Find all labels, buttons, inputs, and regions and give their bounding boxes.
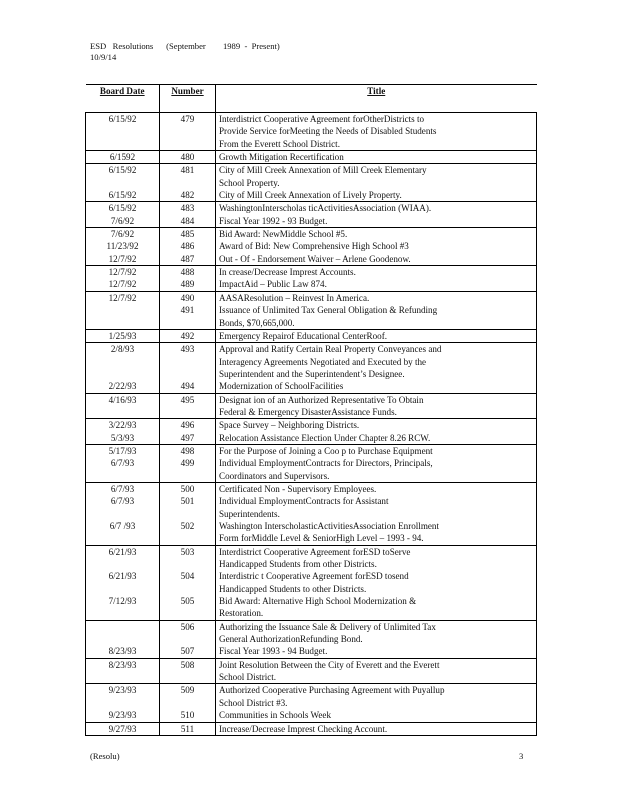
table-row — [86, 304, 537, 329]
number-cell — [160, 189, 216, 202]
board-date-cell — [86, 304, 160, 329]
board-date-cell — [86, 658, 160, 684]
number-cell-line: 483 — [180, 203, 195, 214]
number-cell-line: 487 — [180, 253, 195, 264]
title-cell-line: Award of Bid: New Comprehensive High School #3 — [219, 241, 409, 252]
board-date-cell — [86, 240, 160, 252]
number-cell-line: 511 — [180, 723, 195, 734]
number-cell-line — [160, 558, 215, 570]
number-cell — [160, 722, 216, 735]
title-cell-line: Bid Award: NewMiddle School #5. — [219, 229, 348, 240]
title-cell — [216, 189, 537, 202]
table-row — [86, 113, 537, 151]
number-cell — [160, 240, 216, 252]
column-header-number: Number — [160, 85, 216, 113]
board-date-cell-line: 6/15/92 — [108, 203, 137, 214]
board-date-cell — [86, 343, 160, 393]
title-cell — [216, 266, 537, 279]
title-cell-line: School District. — [219, 672, 277, 683]
board-date-cell-line: 12/7/92 — [108, 292, 137, 303]
table-row — [86, 444, 537, 482]
title-cell — [216, 432, 537, 445]
number-cell-line: 510 — [180, 710, 195, 721]
board-date-cell-line: 3/22/93 — [108, 420, 137, 431]
document-header — [90, 41, 280, 63]
title-cell — [216, 291, 537, 304]
number-cell-line: 498 — [180, 445, 195, 456]
number-cell — [160, 291, 216, 304]
board-date-cell — [86, 329, 160, 342]
board-date-cell — [86, 202, 160, 215]
title-cell-line: Joint Resolution Between the City of Everett and the Everett — [219, 659, 440, 670]
title-cell-line: Fiscal Year 1993 - 94 Budget. — [219, 646, 328, 657]
number-cell-line: 499 — [180, 458, 195, 469]
number-cell-line — [160, 356, 215, 368]
title-cell — [216, 419, 537, 432]
number-cell-line: 486 — [180, 241, 195, 252]
title-cell-line: Superintendent and the Superintendent’s Designee. — [219, 368, 405, 379]
title-cell-line: City of Mill Creek Annexation of Mill Creek Elementary — [219, 165, 427, 176]
table-row — [86, 432, 537, 445]
board-date-cell-line — [86, 304, 159, 316]
title-cell-line: Individual EmploymentContracts for Assistant — [219, 496, 389, 507]
board-date-cell-line: 6/15/92 — [108, 190, 137, 201]
column-header-board-date: Board Date — [86, 85, 160, 113]
title-cell — [216, 684, 537, 722]
number-cell — [160, 164, 216, 189]
board-date-cell-line: 1/25/93 — [108, 330, 137, 341]
title-cell-line: Space Survey – Neighboring Districts. — [219, 420, 360, 431]
title-cell — [216, 620, 537, 658]
number-cell — [160, 419, 216, 432]
number-cell — [160, 253, 216, 266]
board-date-cell-line — [86, 583, 159, 595]
title-cell — [216, 215, 537, 228]
number-cell-line: 503 — [180, 546, 195, 557]
board-date-cell-line: 7/6/92 — [110, 229, 135, 240]
title-cell-line: Authorized Cooperative Purchasing Agreement with Puyallup — [219, 685, 445, 696]
title-cell-line: School District #3. — [219, 697, 288, 708]
table-row — [86, 215, 537, 228]
title-cell — [216, 253, 537, 266]
title-cell-line: Handicapped Students from other Districts. — [219, 559, 377, 570]
table-row — [86, 278, 537, 291]
title-cell — [216, 545, 537, 620]
number-cell-line: 501 — [180, 496, 195, 507]
board-date-cell — [86, 215, 160, 228]
table-row — [86, 189, 537, 202]
title-cell-line: Bid Award: Alternative High School Modernization & — [219, 596, 417, 607]
board-date-cell — [86, 266, 160, 279]
number-cell — [160, 482, 216, 545]
board-date-cell — [86, 278, 160, 291]
title-cell — [216, 343, 537, 393]
number-cell-line: 502 — [180, 521, 195, 531]
board-date-cell — [86, 164, 160, 189]
number-cell-line: 492 — [180, 330, 195, 341]
number-cell-line: 493 — [180, 344, 195, 355]
title-cell-line: Superintendents. — [219, 508, 280, 519]
board-date-cell-line: 2/22/93 — [108, 381, 137, 392]
header-line-1: ESD Resolutions (September 1989 - Present) — [90, 41, 280, 51]
board-date-cell-line: 11/23/92 — [106, 241, 139, 252]
table-body — [86, 113, 537, 736]
number-cell-line: 491 — [180, 305, 195, 316]
title-cell-line: City of Mill Creek Annexation of Lively Property. — [219, 190, 402, 201]
number-cell — [160, 202, 216, 215]
board-date-cell-line — [86, 697, 159, 709]
title-cell-line: Bonds, $70,665,000. — [219, 317, 295, 328]
number-cell-line: 480 — [180, 152, 195, 163]
number-cell-line: 496 — [180, 420, 195, 431]
title-cell — [216, 164, 537, 189]
number-cell-line — [160, 697, 215, 709]
board-date-cell — [86, 419, 160, 432]
number-cell — [160, 393, 216, 419]
board-date-cell — [86, 151, 160, 164]
title-cell-line: WashingtonInterscholas ticActivitiesAssociation (WIAA). — [219, 203, 432, 214]
title-cell-line: Federal & Emergency DisasterAssistance Funds. — [219, 406, 397, 417]
board-date-cell-line: 6/15/92 — [108, 114, 137, 124]
header-line-2: 10/9/14 — [90, 52, 117, 62]
number-cell — [160, 444, 216, 482]
board-date-cell-line: 8/23/93 — [108, 659, 137, 670]
title-cell-line: Coordinators and Supervisors. — [219, 470, 330, 481]
number-cell-line: 479 — [180, 114, 195, 124]
column-header-title: Title — [216, 85, 537, 113]
board-date-cell — [86, 432, 160, 445]
number-cell-line: 490 — [180, 292, 195, 303]
board-date-cell-line: 12/7/92 — [108, 267, 137, 278]
number-cell-line: 504 — [180, 571, 195, 582]
board-date-cell-line: 7/12/93 — [108, 596, 137, 607]
number-cell — [160, 304, 216, 329]
table-row — [86, 164, 537, 189]
board-date-cell — [86, 189, 160, 202]
board-date-cell-line: 4/16/93 — [108, 394, 137, 405]
number-cell — [160, 684, 216, 722]
title-cell-line: General AuthorizationRefunding Bond. — [219, 634, 363, 645]
title-cell-line: Fiscal Year 1992 - 93 Budget. — [219, 215, 328, 226]
table-row — [86, 151, 537, 164]
number-cell-line — [160, 633, 215, 645]
table-row — [86, 202, 537, 215]
board-date-cell-line: 6/7/93 — [110, 496, 135, 507]
page-number: 3 — [519, 751, 524, 761]
board-date-cell-line: 6/21/93 — [108, 546, 137, 557]
table-row — [86, 343, 537, 393]
title-cell-line: Modernization of SchoolFacilities — [219, 381, 344, 392]
board-date-cell — [86, 545, 160, 620]
board-date-cell — [86, 684, 160, 722]
title-cell-line: Interdistric t Cooperative Agreement forESD tosend — [219, 571, 409, 582]
board-date-cell-line: 12/7/92 — [108, 253, 137, 264]
board-date-cell — [86, 722, 160, 735]
number-cell-line — [160, 508, 215, 520]
board-date-cell-line — [86, 558, 159, 570]
board-date-cell-line: 7/6/92 — [110, 215, 135, 226]
board-date-cell — [86, 444, 160, 482]
board-date-cell-line: 5/3/93 — [110, 432, 135, 443]
title-cell-line: ImpactAid – Public Law 874. — [219, 279, 327, 290]
title-cell-line: Communities in Schools Week — [219, 710, 332, 721]
title-cell — [216, 722, 537, 735]
number-cell-line: 507 — [180, 646, 195, 657]
title-cell-line: School Property. — [219, 177, 280, 188]
board-date-cell-line — [86, 368, 159, 380]
board-date-cell — [86, 291, 160, 304]
board-date-cell-line — [86, 356, 159, 368]
title-cell-line: Relocation Assistance Election Under Chapter 8.26 RCW. — [219, 432, 431, 443]
number-cell — [160, 432, 216, 445]
number-cell-line: 494 — [180, 381, 195, 392]
title-cell-line: Certificated Non - Supervisory Employees. — [219, 483, 377, 494]
board-date-cell-line: 9/27/93 — [108, 723, 137, 734]
board-date-cell-line: 12/7/92 — [108, 279, 137, 290]
title-cell-line: Designat ion of an Authorized Representative To Obtain — [219, 394, 424, 405]
board-date-cell-line: 8/23/93 — [108, 646, 137, 657]
title-cell-line: Washington InterscholasticActivitiesAssociation Enrollment — [219, 521, 439, 531]
title-cell-line: Authorizing the Issuance Sale & Delivery of Unlimited Tax — [219, 621, 436, 632]
number-cell-line: 509 — [180, 685, 195, 696]
table-row — [86, 228, 537, 241]
table-row — [86, 393, 537, 419]
number-cell-line: 500 — [180, 483, 195, 494]
title-cell — [216, 202, 537, 215]
title-cell-line: Handicapped Students to other Districts. — [219, 583, 367, 594]
title-cell-line: Form forMiddle Level & SeniorHigh Level – 1993 - 94. — [219, 533, 424, 544]
board-date-cell-line — [86, 633, 159, 645]
table-row — [86, 620, 537, 658]
title-cell-line: Provide Service forMeeting the Needs of Disabled Students — [219, 126, 437, 137]
board-date-cell — [86, 253, 160, 266]
title-cell-line: Restoration. — [219, 608, 264, 619]
title-cell — [216, 278, 537, 291]
board-date-cell-line: 2/8/93 — [110, 344, 135, 355]
title-cell-line: For the Purpose of Joining a Coo p to Purchase Equipment — [219, 445, 433, 456]
number-cell-line: 489 — [180, 279, 195, 290]
number-cell-line — [160, 368, 215, 380]
table-row — [86, 545, 537, 620]
title-cell — [216, 482, 537, 545]
number-cell-line: 508 — [180, 659, 195, 670]
board-date-cell — [86, 228, 160, 241]
number-cell-line: 505 — [180, 596, 195, 607]
board-date-cell — [86, 482, 160, 545]
number-cell — [160, 228, 216, 241]
number-cell — [160, 215, 216, 228]
board-date-cell — [86, 393, 160, 419]
number-cell — [160, 278, 216, 291]
table-row — [86, 722, 537, 735]
footer-label: (Resolu) — [90, 751, 120, 761]
number-cell — [160, 329, 216, 342]
number-cell-line: 484 — [180, 215, 195, 226]
board-date-cell-line: 6/15/92 — [108, 165, 137, 176]
title-cell — [216, 113, 537, 151]
number-cell-line: 485 — [180, 229, 195, 240]
board-date-cell-line: 9/23/93 — [108, 685, 137, 696]
title-cell-line: Growth Mitigation Recertification — [219, 152, 344, 163]
title-cell-line: Out - Of - Endorsement Waiver – Arlene Goodenow. — [219, 253, 411, 264]
number-cell-line: 495 — [180, 394, 195, 405]
table-row — [86, 253, 537, 266]
board-date-cell-line — [86, 508, 159, 520]
table-row — [86, 329, 537, 342]
title-cell-line: Individual EmploymentContracts for Directors, Principals, — [219, 458, 433, 469]
number-cell — [160, 658, 216, 684]
title-cell-line: Increase/Decrease Imprest Checking Account. — [219, 723, 388, 734]
title-cell-line: Interagency Agreements Negotiated and Executed by the — [219, 356, 427, 367]
number-cell-line: 482 — [180, 190, 195, 201]
number-cell — [160, 545, 216, 620]
title-cell-line: AASAResolution – Reinvest In America. — [219, 292, 370, 303]
board-date-cell-line: 6/7/93 — [110, 458, 135, 469]
title-cell-line: Emergency Repairof Educational CenterRoof. — [219, 330, 388, 341]
number-cell-line: 506 — [180, 621, 195, 632]
table-row — [86, 658, 537, 684]
board-date-cell-line: 9/23/93 — [108, 710, 137, 721]
title-cell-line: Approval and Ratify Certain Real Property Conveyances and — [219, 344, 442, 355]
number-cell — [160, 151, 216, 164]
board-date-cell-line: 6/1592 — [109, 152, 136, 163]
table-row — [86, 291, 537, 304]
title-cell-line: In crease/Decrease Imprest Accounts. — [219, 267, 356, 278]
title-cell-line: Interdistrict Cooperative Agreement forESD toServe — [219, 546, 411, 557]
number-cell — [160, 620, 216, 658]
board-date-cell-line: 6/21/93 — [108, 571, 137, 582]
board-date-cell-line: 6/7/93 — [110, 483, 135, 494]
title-cell — [216, 444, 537, 482]
board-date-cell-line: 5/17/93 — [108, 445, 137, 456]
title-cell — [216, 228, 537, 241]
number-cell-line: 497 — [180, 432, 195, 443]
title-cell-line: Interdistrict Cooperative Agreement forOtherDistricts to — [219, 114, 425, 124]
title-cell — [216, 240, 537, 252]
title-cell — [216, 151, 537, 164]
board-date-cell — [86, 113, 160, 151]
board-date-cell — [86, 620, 160, 658]
number-cell — [160, 266, 216, 279]
title-cell — [216, 329, 537, 342]
table-row — [86, 419, 537, 432]
number-cell — [160, 113, 216, 151]
table-header-row — [86, 85, 537, 113]
table-row — [86, 684, 537, 722]
board-date-cell-line — [86, 621, 159, 633]
table-row — [86, 266, 537, 279]
resolutions-table — [85, 84, 537, 736]
title-cell — [216, 658, 537, 684]
table-row — [86, 482, 537, 545]
number-cell-line: 488 — [180, 267, 195, 278]
title-cell — [216, 304, 537, 329]
table-row — [86, 240, 537, 252]
board-date-cell-line: 6/7 /93 — [109, 521, 136, 531]
number-cell — [160, 343, 216, 393]
number-cell-line: 481 — [180, 165, 195, 176]
title-cell-line: From the Everett School District. — [219, 138, 340, 149]
number-cell-line — [160, 583, 215, 595]
title-cell — [216, 393, 537, 419]
title-cell-line: Issuance of Unlimited Tax General Obligation & Refunding — [219, 305, 438, 316]
